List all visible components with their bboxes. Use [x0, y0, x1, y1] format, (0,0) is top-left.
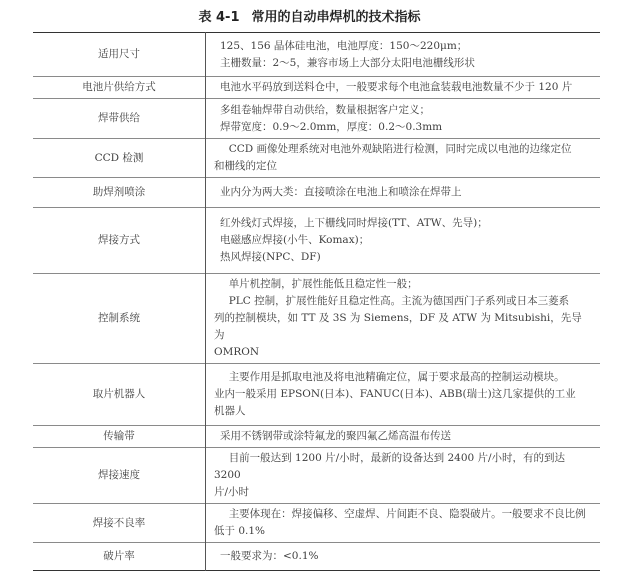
row-label: 取片机器人: [33, 364, 206, 426]
value-line: 主栅数量：2～5，兼容市场上大部分太阳电池栅线形状: [220, 56, 475, 69]
table-row: [33, 448, 600, 504]
row-label: 破片率: [33, 543, 206, 571]
row-label: 焊接方式: [33, 208, 206, 274]
value-line: 采用不锈钢带或涂特氟龙的聚四氟乙烯高温布传送: [220, 430, 451, 442]
table-row: [33, 77, 600, 99]
value-line: 多组卷轴焊带自动供给，数量根据客户定义；: [220, 103, 430, 116]
row-value: [206, 364, 601, 426]
table-row: [33, 274, 600, 364]
row-value: [206, 178, 601, 208]
value-line: OMRON: [214, 346, 260, 358]
value-line: 电池水平码放到送料仓中，一般要求每个电池盒装载电池数量不少于 120 片: [220, 81, 573, 93]
spec-table: [33, 32, 600, 571]
row-label: 焊接不良率: [33, 504, 206, 543]
row-value: [206, 448, 601, 504]
row-value: [206, 99, 601, 139]
row-value: [206, 274, 601, 364]
value-line: 一般要求为：<0.1%: [220, 550, 319, 562]
row-label: 助焊剂喷涂: [33, 178, 206, 208]
row-value: [206, 504, 601, 543]
value-line: 主要体现在：焊接偏移、空虚焊、片间距不良、隐裂破片。一般要求不良比例: [228, 508, 586, 520]
row-value: [206, 77, 601, 99]
row-label: 适用尺寸: [33, 33, 206, 77]
table-row: [33, 426, 600, 448]
row-label: 控制系统: [33, 274, 206, 364]
value-line: 目前一般达到 1200 片/小时，最新的设备达到 2400 片/小时，有的到达 3200: [214, 452, 566, 481]
row-label: 电池片供给方式: [33, 77, 206, 99]
table-row: [33, 99, 600, 139]
row-value: [206, 426, 601, 448]
value-line: 业内分为两大类：直接喷涂在电池上和喷涂在焊带上: [220, 186, 462, 198]
table-caption: [0, 6, 619, 25]
value-line: 125、156 晶体硅电池，电池厚度：150～220μm；: [220, 39, 468, 52]
value-line: 焊带宽度：0.9～2.0mm，厚度：0.2～0.3mm: [220, 120, 443, 133]
row-label: 焊接速度: [33, 448, 206, 504]
row-label: 焊带供给: [33, 99, 206, 139]
table-row: [33, 178, 600, 208]
value-line: CCD 画像处理系统对电池外观缺陷进行检测，同时完成以电池的边缘定位: [228, 143, 572, 155]
value-line: 主要作用是抓取电池及将电池精确定位，属于要求最高的控制运动模块。: [228, 371, 565, 383]
table-row: [33, 208, 600, 274]
value-line: 片/小时: [214, 486, 250, 498]
table-row: [33, 543, 600, 571]
value-line: 热风焊接(NPC、DF): [220, 251, 321, 263]
value-line: PLC 控制，扩展性能好且稳定性高。主流为德国西门子系列或日本三菱系: [228, 295, 570, 307]
table-row: [33, 364, 600, 426]
table-row: [33, 139, 600, 178]
table-number: 表 4-1: [198, 10, 240, 25]
value-line: 电磁感应焊接(小牛、Komax)；: [220, 234, 370, 246]
value-line: 红外线灯式焊接，上下栅线同时焊接(TT、ATW、先导)；: [220, 217, 488, 229]
table-row: [33, 33, 600, 77]
value-line: 低于 0.1%: [214, 525, 266, 537]
row-value: [206, 208, 601, 274]
value-line: 单片机控制，扩展性能低且稳定性一般；: [228, 278, 418, 290]
value-line: 业内一般采用 EPSON(日本)、FANUC(日本)、ABB(瑞士)这几家提供的工业: [214, 388, 576, 400]
row-label: 传输带: [33, 426, 206, 448]
row-label: CCD 检测: [33, 139, 206, 178]
row-value: [206, 33, 601, 77]
table-row: [33, 504, 600, 543]
row-value: [206, 543, 601, 571]
value-line: 机器人: [214, 405, 246, 417]
value-line: 列的控制模块，如 TT 及 3S 为 Siemens，DF 及 ATW 为 Mitsubishi，先导为: [214, 312, 582, 341]
value-line: 和栅线的定位: [214, 160, 277, 172]
table-title: 常用的自动串焊机的技术指标: [251, 10, 421, 25]
row-value: [206, 139, 601, 178]
